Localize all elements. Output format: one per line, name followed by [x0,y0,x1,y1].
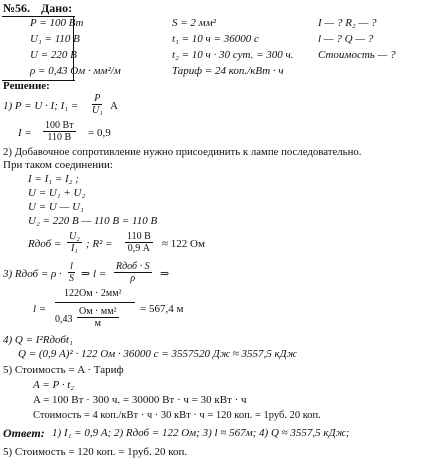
solution-label: Решение: [3,80,50,92]
given-power: P = 100 Вт [30,17,84,29]
step1-calc-rhs: = 0,9 [88,127,111,139]
step2-line2: При таком соединении: [3,159,113,171]
step2-line1: 2) Добавочное сопротивление нужно присоединить к лампе последовательно. [3,146,362,158]
step3-l-den-fraction [77,306,119,329]
step4-line2: Q = (0,9 А)² · 122 Ом · 36000 с = 3557520 Дж ≈ 3557,5 кДж [18,348,297,360]
answer-text: 1) I₁ = 0,9 А; 2) Rдоб = 122 Ом; 3) l ≈ 567м; 4) Q ≈ 3557,5 кДж; [52,427,350,439]
step3-l-den-a: 0,43 [55,314,73,325]
given-time-2: t₂ = 10 ч · 30 сут. = 300 ч. [172,49,294,61]
step3-l-num: 122Ом · 2мм² [64,288,122,299]
step2-rdob-den: I₁ [70,243,78,254]
step1-fraction [90,93,105,116]
step3-frac-a-den: S [69,273,74,284]
step2-rdob-rhs: ≈ 122 Ом [162,238,205,250]
step3-frac-a-num: l [70,261,73,272]
step2-eq3: U = U — U₁ [28,201,84,213]
unknown-1: I — ? R₂ — ? [318,17,377,29]
step2-eq2: U = U₁ + U₂ [28,187,86,199]
step2-eq1: I = I₁ = I₂ ; [28,173,79,185]
step5-line4: Стоимость = 4 коп./кВт · ч · 30 кВт · ч = 120 коп. = 1руб. 20 коп. [33,410,321,421]
step3-frac-b [114,261,152,284]
step2-rdob-num: U₂ [69,231,80,242]
step3-frac-b-den: ρ [130,273,136,284]
step1-calc-fraction [43,120,76,143]
step2-eq4: U₂ = 220 В — 110 В = 110 В [28,215,158,227]
unknown-2: l — ? Q — ? [318,33,374,45]
step1-line: 1) P = U · I; I₁ = [3,100,79,112]
step4-line1: 4) Q = I²Rдобt₁ [3,334,73,346]
step3-frac-b-num: Rдоб · S [116,261,150,272]
given-voltage-1: U₁ = 110 В [30,33,80,45]
step3-l-bar [55,302,135,303]
step3-l-rhs: = 567,4 м [140,303,184,315]
answer-line2: 5) Стоимость = 120 коп. = 1руб. 20 коп. [3,446,188,458]
step3-l-den-num: Ом · мм² [79,306,117,317]
given-time-1: t₁ = 10 ч = 36000 с [172,33,259,45]
step1-frac-num: P [94,93,101,104]
given-area: S = 2 мм² [172,17,217,29]
answer-label: Ответ: [3,426,45,440]
step1-unit: A [110,100,118,112]
unknown-3: Стоимость — ? [318,49,396,61]
step1-calc-lhs: I = [18,127,32,139]
step2-rdob-fraction-2 [125,231,153,254]
step5-line3: A = 100 Вт · 300 ч. = 30000 Вт · ч = 30 кВт · ч [33,394,247,406]
step5-line2: A = P · t₂ [33,379,75,391]
step2-rdob-mid: ; R² = [86,238,113,250]
given-label: Дано: [41,1,73,15]
given-tariff: Тариф = 24 коп./кВт · ч [172,65,284,77]
step2-rdob-lhs: Rдоб = [28,238,62,250]
step3-l-den-den: м [94,318,101,329]
step3-line-b: ⇒ l = [81,268,107,280]
step1-calc-num: 100 Вт [45,120,74,131]
step2-rdob-fraction [67,231,82,254]
given-resistivity: ρ = 0,43 Ом · мм²/м [30,65,121,77]
problem-number: №56. [3,1,31,15]
step5-line1: 5) Стоимость = A · Тариф [3,364,124,376]
step3-line-a: 3) Rдоб = ρ · [3,268,62,280]
step1-calc-den: 110 В [47,132,72,143]
step3-line-c: ⇒ [160,268,170,280]
step1-frac-den: U₁ [92,105,103,116]
step2-rdob2-den: 0,9 А [127,243,151,254]
step2-rdob2-num: 110 В [127,231,151,242]
step3-frac-a [67,261,76,284]
given-voltage: U = 220 В [30,49,77,61]
step3-l-lhs: l = [33,303,47,315]
